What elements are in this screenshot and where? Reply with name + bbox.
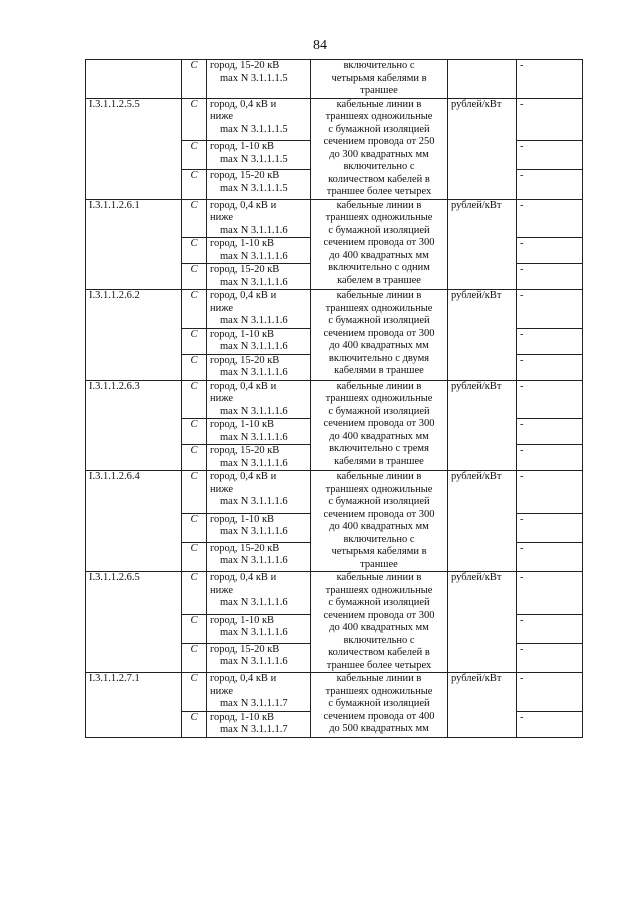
location-line: город, 0,4 кВ и [210, 290, 277, 301]
description-line: траншее [360, 85, 398, 96]
location-cell [207, 290, 311, 329]
description-line: количеством кабелей в [328, 173, 430, 185]
category-cell: С [182, 60, 207, 99]
table-row [86, 572, 583, 615]
code-cell: I.3.1.1.2.6.1 [86, 199, 182, 290]
location-line: max N 3.1.1.1.6 [220, 555, 288, 567]
category-cell: С [182, 445, 207, 471]
table-row [86, 199, 583, 238]
location-cell [207, 238, 311, 264]
category-cell: С [182, 673, 207, 712]
location-line: ниже [210, 111, 234, 122]
continuation-row [86, 60, 583, 99]
description-line: четырьмя кабелями в [331, 72, 427, 84]
location-line: max N 3.1.1.1.6 [220, 597, 288, 608]
location-line: город, 15-20 кВ [210, 170, 280, 182]
location-cell [207, 614, 311, 643]
value-cell: - [517, 60, 583, 99]
location-line: город, 1-10 кВ [210, 141, 275, 153]
description-line: кабельные линии в [336, 199, 422, 211]
location-line: max N 3.1.1.1.6 [220, 315, 288, 326]
table-row [86, 290, 583, 329]
description-line: с бумажной изоляцией [328, 597, 430, 608]
location-line: max N 3.1.1.1.5 [220, 123, 288, 135]
category-cell: С [182, 614, 207, 643]
category-cell: С [182, 199, 207, 238]
description-line: до 400 квадратных мм [329, 521, 429, 532]
description-line: включительно с [343, 60, 415, 71]
category-cell: С [182, 572, 207, 615]
value-cell: - [517, 290, 583, 329]
code-cell: I.3.1.1.2.6.4 [86, 471, 182, 572]
category-cell: С [182, 328, 207, 354]
category-cell: С [182, 170, 207, 199]
value-cell: - [517, 238, 583, 264]
description-line: сечением провода от 300 [323, 418, 435, 429]
category-cell: С [182, 98, 207, 141]
category-cell: С [182, 471, 207, 514]
description-line: кабелями в траншее [334, 455, 424, 467]
location-line: max N 3.1.1.1.5 [220, 182, 288, 194]
description-line: траншее [360, 558, 398, 570]
description-line: сечением провода от 300 [323, 327, 435, 339]
description-cell [311, 380, 448, 471]
location-line: город, 0,4 кВ и [210, 380, 277, 392]
location-cell [207, 60, 311, 99]
location-line: max N 3.1.1.1.7 [220, 724, 288, 735]
location-line: max N 3.1.1.1.6 [220, 341, 288, 352]
location-line: max N 3.1.1.1.6 [220, 224, 288, 236]
description-cell [311, 98, 448, 199]
location-line: город, 1-10 кВ [210, 711, 275, 723]
description-line: траншеях одножильные [325, 302, 433, 314]
page-number: 84 [313, 38, 327, 53]
location-line: ниже [210, 393, 234, 404]
location-cell [207, 542, 311, 571]
location-line: max N 3.1.1.1.6 [220, 496, 288, 507]
description-line: до 400 квадратных мм [329, 430, 429, 442]
location-cell [207, 513, 311, 542]
code-cell: I.3.1.1.2.6.2 [86, 290, 182, 381]
description-line: траншеях одножильные [325, 584, 433, 596]
value-cell: - [517, 419, 583, 445]
location-line: max N 3.1.1.1.6 [220, 627, 288, 639]
category-cell: С [182, 354, 207, 380]
location-line: город, 15-20 кВ [210, 542, 280, 554]
description-line: траншеях одножильные [325, 212, 433, 223]
table-row [86, 380, 583, 419]
value-cell: - [517, 643, 583, 672]
table-row [86, 471, 583, 514]
description-cell [311, 60, 448, 99]
location-line: город, 1-10 кВ [210, 238, 275, 249]
description-line: включительно с тремя [329, 443, 429, 454]
description-line: с бумажной изоляцией [328, 123, 430, 135]
description-line: траншеях одножильные [325, 111, 433, 122]
location-line: max N 3.1.1.1.6 [220, 526, 288, 538]
table-row [86, 673, 583, 712]
category-cell: С [182, 380, 207, 419]
description-line: кабельные линии в [336, 380, 422, 392]
unit-cell [448, 60, 517, 99]
location-line: город, 0,4 кВ и [210, 673, 277, 684]
description-line: с бумажной изоляцией [328, 315, 430, 326]
description-line: четырьмя кабелями в [331, 546, 427, 557]
description-line: включительно с [343, 161, 415, 172]
value-cell: - [517, 471, 583, 514]
unit-cell: рублей/кВт [448, 98, 517, 199]
description-cell [311, 572, 448, 673]
description-cell [311, 471, 448, 572]
value-cell: - [517, 542, 583, 571]
location-line: город, 15-20 кВ [210, 354, 280, 366]
unit-cell: рублей/кВт [448, 471, 517, 572]
description-line: сечением провода от 300 [323, 237, 435, 248]
location-cell [207, 445, 311, 471]
description-cell [311, 290, 448, 381]
location-cell [207, 98, 311, 141]
location-cell [207, 380, 311, 419]
description-line: до 400 квадратных мм [329, 622, 429, 633]
value-cell: - [517, 328, 583, 354]
description-line: сечением провода от 300 [323, 609, 435, 621]
location-cell [207, 354, 311, 380]
location-line: max N 3.1.1.1.5 [220, 153, 288, 165]
location-cell [207, 199, 311, 238]
description-line: количеством кабелей в [328, 647, 430, 658]
category-cell: С [182, 264, 207, 290]
description-line: до 300 квадратных мм [329, 148, 429, 160]
description-line: сечением провода от 250 [323, 136, 435, 147]
description-line: траншеях одножильные [325, 685, 433, 697]
unit-cell: рублей/кВт [448, 572, 517, 673]
location-line: max N 3.1.1.1.6 [220, 457, 288, 469]
description-line: включительно с [343, 533, 415, 545]
tariff-table [85, 59, 583, 738]
location-line: город, 1-10 кВ [210, 328, 275, 340]
category-cell: С [182, 238, 207, 264]
location-line: город, 0,4 кВ и [210, 199, 277, 211]
value-cell: - [517, 170, 583, 199]
location-line: город, 1-10 кВ [210, 419, 275, 430]
description-cell [311, 673, 448, 738]
table-row [86, 98, 583, 141]
description-line: сечением провода от 400 [323, 710, 435, 722]
value-cell: - [517, 572, 583, 615]
location-line: max N 3.1.1.1.6 [220, 367, 288, 378]
description-cell [311, 199, 448, 290]
value-cell: - [517, 380, 583, 419]
unit-cell: рублей/кВт [448, 673, 517, 738]
description-line: кабелями в траншее [334, 365, 424, 376]
description-line: кабельные линии в [336, 98, 422, 110]
location-line: ниже [210, 584, 234, 596]
location-line: max N 3.1.1.1.6 [220, 250, 288, 262]
location-line: город, 1-10 кВ [210, 614, 275, 626]
location-line: ниже [210, 212, 234, 223]
description-line: кабельные линии в [336, 572, 422, 583]
description-line: включительно с [343, 634, 415, 646]
location-cell [207, 711, 311, 737]
unit-cell: рублей/кВт [448, 199, 517, 290]
description-line: до 400 квадратных мм [329, 249, 429, 261]
location-cell [207, 419, 311, 445]
description-line: кабельные линии в [336, 471, 422, 482]
category-cell: С [182, 290, 207, 329]
code-cell: I.3.1.1.2.7.1 [86, 673, 182, 738]
description-line: до 400 квадратных мм [329, 340, 429, 351]
description-line: кабельные линии в [336, 673, 422, 684]
location-line: город, 1-10 кВ [210, 513, 275, 525]
unit-cell: рублей/кВт [448, 380, 517, 471]
description-line: траншее более четырех [326, 659, 432, 671]
location-cell [207, 572, 311, 615]
location-line: город, 15-20 кВ [210, 643, 280, 655]
description-line: траншее более четырех [326, 186, 432, 197]
location-line: max N 3.1.1.1.6 [220, 656, 288, 668]
category-cell: С [182, 643, 207, 672]
code-cell: I.3.1.1.2.6.5 [86, 572, 182, 673]
location-line: город, 0,4 кВ и [210, 471, 277, 482]
value-cell: - [517, 513, 583, 542]
value-cell: - [517, 199, 583, 238]
description-line: включительно с одним [328, 262, 430, 273]
location-cell [207, 673, 311, 712]
value-cell: - [517, 614, 583, 643]
code-cell: I.3.1.1.2.5.5 [86, 98, 182, 199]
value-cell: - [517, 445, 583, 471]
description-line: с бумажной изоляцией [328, 405, 430, 417]
code-cell: I.3.1.1.2.6.3 [86, 380, 182, 471]
location-line: ниже [210, 302, 234, 314]
location-line: ниже [210, 685, 234, 697]
description-line: с бумажной изоляцией [328, 496, 430, 507]
unit-cell: рублей/кВт [448, 290, 517, 381]
description-line: кабелем в траншее [337, 274, 421, 286]
description-line: сечением провода от 300 [323, 508, 435, 520]
location-line: город, 0,4 кВ и [210, 98, 277, 110]
location-line: город, 0,4 кВ и [210, 572, 277, 583]
location-line: max N 3.1.1.1.6 [220, 405, 288, 417]
location-cell [207, 141, 311, 170]
category-cell: С [182, 711, 207, 737]
tariff-table-body [86, 60, 583, 738]
value-cell: - [517, 711, 583, 737]
location-line: ниже [210, 483, 234, 495]
description-line: до 500 квадратных мм [329, 723, 429, 734]
location-line: max N 3.1.1.1.6 [220, 276, 288, 288]
value-cell: - [517, 264, 583, 290]
location-line: max N 3.1.1.1.7 [220, 698, 288, 709]
location-line: max N 3.1.1.1.6 [220, 431, 288, 443]
category-cell: С [182, 141, 207, 170]
description-line: кабельные линии в [336, 290, 422, 301]
description-line: с бумажной изоляцией [328, 698, 430, 709]
value-cell: - [517, 98, 583, 141]
category-cell: С [182, 419, 207, 445]
location-line: max N 3.1.1.1.5 [220, 72, 288, 84]
location-cell [207, 328, 311, 354]
code-cell [86, 60, 182, 99]
location-cell [207, 643, 311, 672]
location-cell [207, 170, 311, 199]
location-cell [207, 471, 311, 514]
description-line: траншеях одножильные [325, 393, 433, 404]
description-line: включительно с двумя [328, 352, 430, 364]
description-line: с бумажной изоляцией [328, 224, 430, 236]
location-line: город, 15-20 кВ [210, 60, 280, 71]
location-line: город, 15-20 кВ [210, 264, 280, 275]
location-line: город, 15-20 кВ [210, 445, 280, 456]
value-cell: - [517, 673, 583, 712]
value-cell: - [517, 354, 583, 380]
value-cell: - [517, 141, 583, 170]
category-cell: С [182, 513, 207, 542]
description-line: траншеях одножильные [325, 483, 433, 495]
location-cell [207, 264, 311, 290]
category-cell: С [182, 542, 207, 571]
